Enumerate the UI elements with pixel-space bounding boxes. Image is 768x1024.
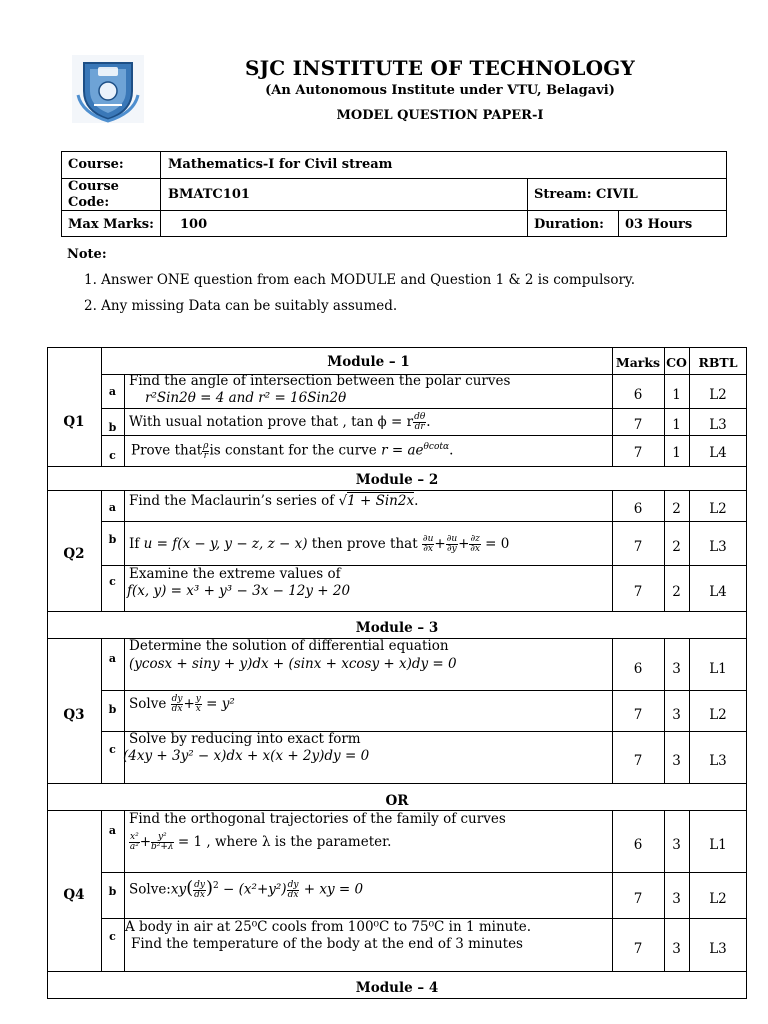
co-value: 3 <box>672 661 681 677</box>
module-heading: Module – 1 <box>327 354 410 370</box>
part-label: b <box>108 421 117 434</box>
question-formula: (4xy + 3y² − x)dx + x(x + 2y)dy = 0 <box>123 748 370 764</box>
marks-value: 6 <box>633 661 643 677</box>
module-heading: Module – 4 <box>355 980 439 996</box>
part-label: b <box>108 533 117 546</box>
part-label: c <box>109 449 116 462</box>
or-separator: OR <box>385 793 409 809</box>
question-number: Q4 <box>63 887 85 903</box>
question-text: Determine the solution of differential equation <box>129 638 449 654</box>
rbtl-value: L1 <box>709 661 727 677</box>
question-formula: $\frac{\text{x²}}{\text{a²}}$ + $\frac{\text{y²}}{\text{b²+λ}}$ = 1 , where λ is the parameter. <box>129 832 392 852</box>
question-text: Find the temperature of the body at the end of 3 minutes <box>131 936 523 952</box>
marks-column-header: Marks <box>615 355 661 370</box>
question-text: Solve $\frac{dy}{dx}$ + $\frac{y}{x}$ = y² <box>129 694 235 714</box>
question-text: Solve by reducing into exact form <box>129 731 361 747</box>
marks-value: 7 <box>633 891 643 907</box>
part-label: b <box>108 885 117 898</box>
part-label: a <box>108 501 117 514</box>
marks-value: 6 <box>633 837 643 853</box>
rbtl-value: L3 <box>709 753 727 769</box>
part-label: c <box>109 930 116 943</box>
co-value: 2 <box>672 584 681 600</box>
module-heading: Module – 3 <box>355 620 439 636</box>
rbtl-value: L3 <box>709 417 727 433</box>
course-value: Mathematics-I for Civil stream <box>168 157 393 172</box>
rbtl-value: L3 <box>709 539 727 555</box>
part-label: c <box>109 743 116 756</box>
co-column-header: CO <box>666 355 687 370</box>
part-label: a <box>108 652 117 665</box>
co-value: 1 <box>672 445 681 461</box>
marks-value: 7 <box>633 539 643 555</box>
co-value: 3 <box>672 753 681 769</box>
duration-label: Duration: <box>534 217 604 232</box>
question-number: Q2 <box>63 546 85 562</box>
institute-affiliation: (An Autonomous Institute under VTU, Belagavi) <box>265 83 615 98</box>
part-label: a <box>108 824 117 837</box>
course-info-table <box>61 151 727 237</box>
marks-value: 7 <box>633 445 643 461</box>
institute-name: SJC INSTITUTE OF TECHNOLOGY <box>245 56 635 80</box>
co-value: 2 <box>672 501 681 517</box>
question-text: Solve:xy( $\frac{dy}{dx}$ )$^2$ − (x²+y²) $\frac{dy}{dx}$ + xy = 0 <box>129 877 364 900</box>
course-code-label-1: Course <box>68 179 119 194</box>
rbtl-value: L3 <box>709 941 727 957</box>
rbtl-value: L4 <box>709 584 727 600</box>
paper-title: MODEL QUESTION PAPER-I <box>336 108 544 123</box>
question-text: Find the orthogonal trajectories of the family of curves <box>129 811 506 827</box>
co-value: 3 <box>672 707 681 723</box>
module-heading: Module – 2 <box>355 472 439 488</box>
question-text: Find the angle of intersection between the polar curves <box>129 373 511 389</box>
marks-value: 6 <box>633 501 643 517</box>
marks-value: 7 <box>633 707 643 723</box>
marks-value: 7 <box>633 417 643 433</box>
duration-value: 03 Hours <box>625 217 693 232</box>
question-text: With usual notation prove that , tan ϕ = r $\frac{d\theta}{dr}$ . <box>129 412 431 432</box>
course-code-label-2: Code: <box>68 195 110 210</box>
note-label: Note: <box>67 247 107 262</box>
co-value: 3 <box>672 941 681 957</box>
rbtl-value: L2 <box>709 501 727 517</box>
co-value: 3 <box>672 891 681 907</box>
co-value: 1 <box>672 387 681 403</box>
note-item: 2. Any missing Data can be suitably assumed. <box>84 298 398 314</box>
co-value: 2 <box>672 539 681 555</box>
rbtl-value: L2 <box>709 891 727 907</box>
part-label: a <box>108 385 117 398</box>
question-number: Q1 <box>63 414 85 430</box>
course-code-value: BMATC101 <box>168 187 250 202</box>
part-label: b <box>108 703 117 716</box>
stream: Stream: CIVIL <box>534 187 638 202</box>
question-text: Prove that $\frac{\rho}{r}$ is constant for the curve $r = ae^{\theta cot\alpha}$. <box>131 440 454 461</box>
question-text: Examine the extreme values of <box>129 566 341 582</box>
question-formula: f(x, y) = x³ + y³ − 3x − 12y + 20 <box>127 583 351 599</box>
rbtl-value: L1 <box>709 837 727 853</box>
institute-logo <box>72 55 144 123</box>
question-formula: (ycosx + siny + y)dx + (sinx + xcosy + x)dy = 0 <box>129 656 457 672</box>
max-marks-label: Max Marks: <box>68 217 154 232</box>
question-text: If u = f(x − y, y − z, z − x) then prove that $\frac{\partial u}{\partial x}$ + $\frac{\partial u}{\partial y}$ + $\frac{\partial z}{\partial x}$ = 0 <box>129 534 510 554</box>
co-value: 1 <box>672 417 681 433</box>
rbtl-column-header: RBTL <box>698 355 738 370</box>
institute-crest-icon <box>72 55 144 123</box>
question-text: A body in air at 25⁰C cools from 100⁰C to 75⁰C in 1 minute. <box>125 919 532 935</box>
marks-value: 7 <box>633 941 643 957</box>
course-label: Course: <box>68 157 124 172</box>
rbtl-value: L2 <box>709 387 727 403</box>
question-number: Q3 <box>63 707 85 723</box>
rbtl-value: L4 <box>709 445 727 461</box>
question-table <box>47 347 747 999</box>
marks-value: 7 <box>633 584 643 600</box>
note-item: 1. Answer ONE question from each MODULE and Question 1 & 2 is compulsory. <box>84 272 636 288</box>
part-label: c <box>109 575 116 588</box>
question-text: Find the Maclaurin’s series of √1 + Sin2x. <box>129 493 419 509</box>
marks-value: 7 <box>633 753 643 769</box>
question-formula: r²Sin2θ = 4 and r² = 16Sin2θ <box>145 390 347 406</box>
co-value: 3 <box>672 837 681 853</box>
marks-value: 6 <box>633 387 643 403</box>
rbtl-value: L2 <box>709 707 727 723</box>
max-marks-value: 100 <box>180 217 208 232</box>
